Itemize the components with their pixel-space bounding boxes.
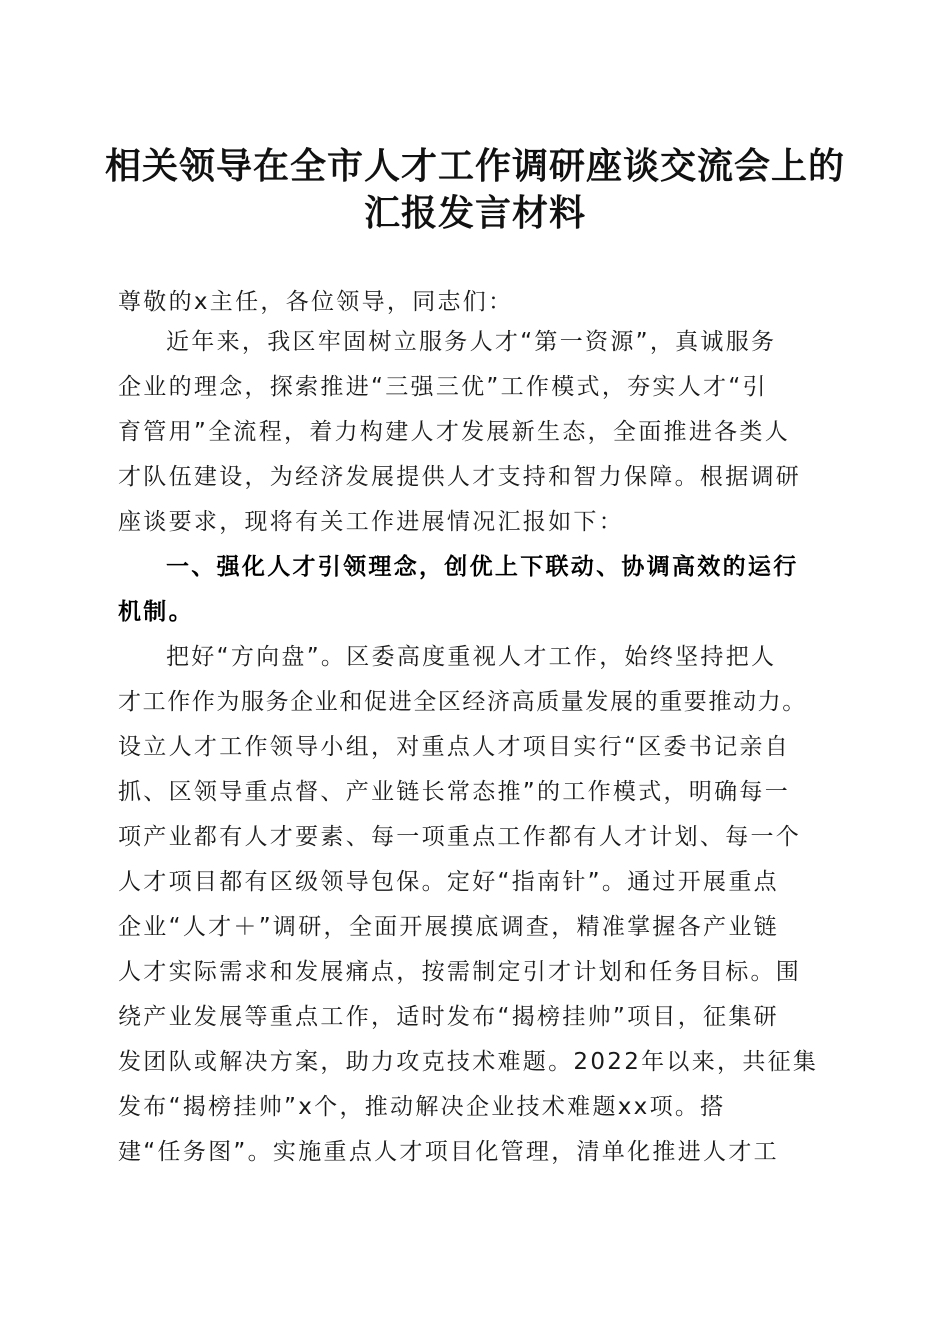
body-line: 设立人才工作领导小组，对重点人才项目实行“区委书记亲自 [118,734,791,760]
body-line: 座谈要求，现将有关工作进展情况汇报如下： [118,509,624,535]
body-line: 发团队或解决方案，助力攻克技术难题。2022年以来，共征集 [118,1049,819,1075]
body-line: 人才项目都有区级领导包保。定好“指南针”。通过开展重点 [118,869,779,895]
body-line: 建“任务图”。实施重点人才项目化管理，清单化推进人才工 [118,1139,779,1165]
section-heading: 一、强化人才引领理念，创优上下联动、协调高效的运行 [166,554,799,580]
body-line: 项产业都有人才要素、每一项重点工作都有人才计划、每一个 [118,824,802,850]
body-line: 才工作作为服务企业和促进全区经济高质量发展的重要推动力。 [118,689,807,715]
body-line: 育管用”全流程，着力构建人才发展新生态，全面推进各类人 [118,419,791,445]
document-title-line-1: 相关领导在全市人才工作调研座谈交流会上的 [104,145,845,187]
document-title-line-2: 汇报发言材料 [363,192,586,234]
body-line: 企业“人才＋”调研，全面开展摸底调查，精准掌握各产业链 [118,914,779,940]
body-line: 才队伍建设，为经济发展提供人才支持和智力保障。根据调研 [118,464,802,490]
body-line: 人才实际需求和发展痛点，按需制定引才计划和任务目标。围 [118,959,802,985]
body-line: 近年来，我区牢固树立服务人才“第一资源”，真诚服务 [166,329,777,355]
body-line: 抓、区领导重点督、产业链长常态推”的工作模式，明确每一 [118,779,791,805]
salutation: 尊敬的x主任，各位领导，同志们： [118,289,514,315]
body-line: 把好“方向盘”。区委高度重视人才工作，始终坚持把人 [166,644,777,670]
body-line: 绕产业发展等重点工作，适时发布“揭榜挂帅”项目，征集研 [118,1004,779,1030]
body-line: 发布“揭榜挂帅”x个，推动解决企业技术难题xx项。搭 [118,1094,726,1120]
section-heading: 机制。 [118,599,194,625]
body-line: 企业的理念，探索推进“三强三优”工作模式，夯实人才“引 [118,374,768,400]
